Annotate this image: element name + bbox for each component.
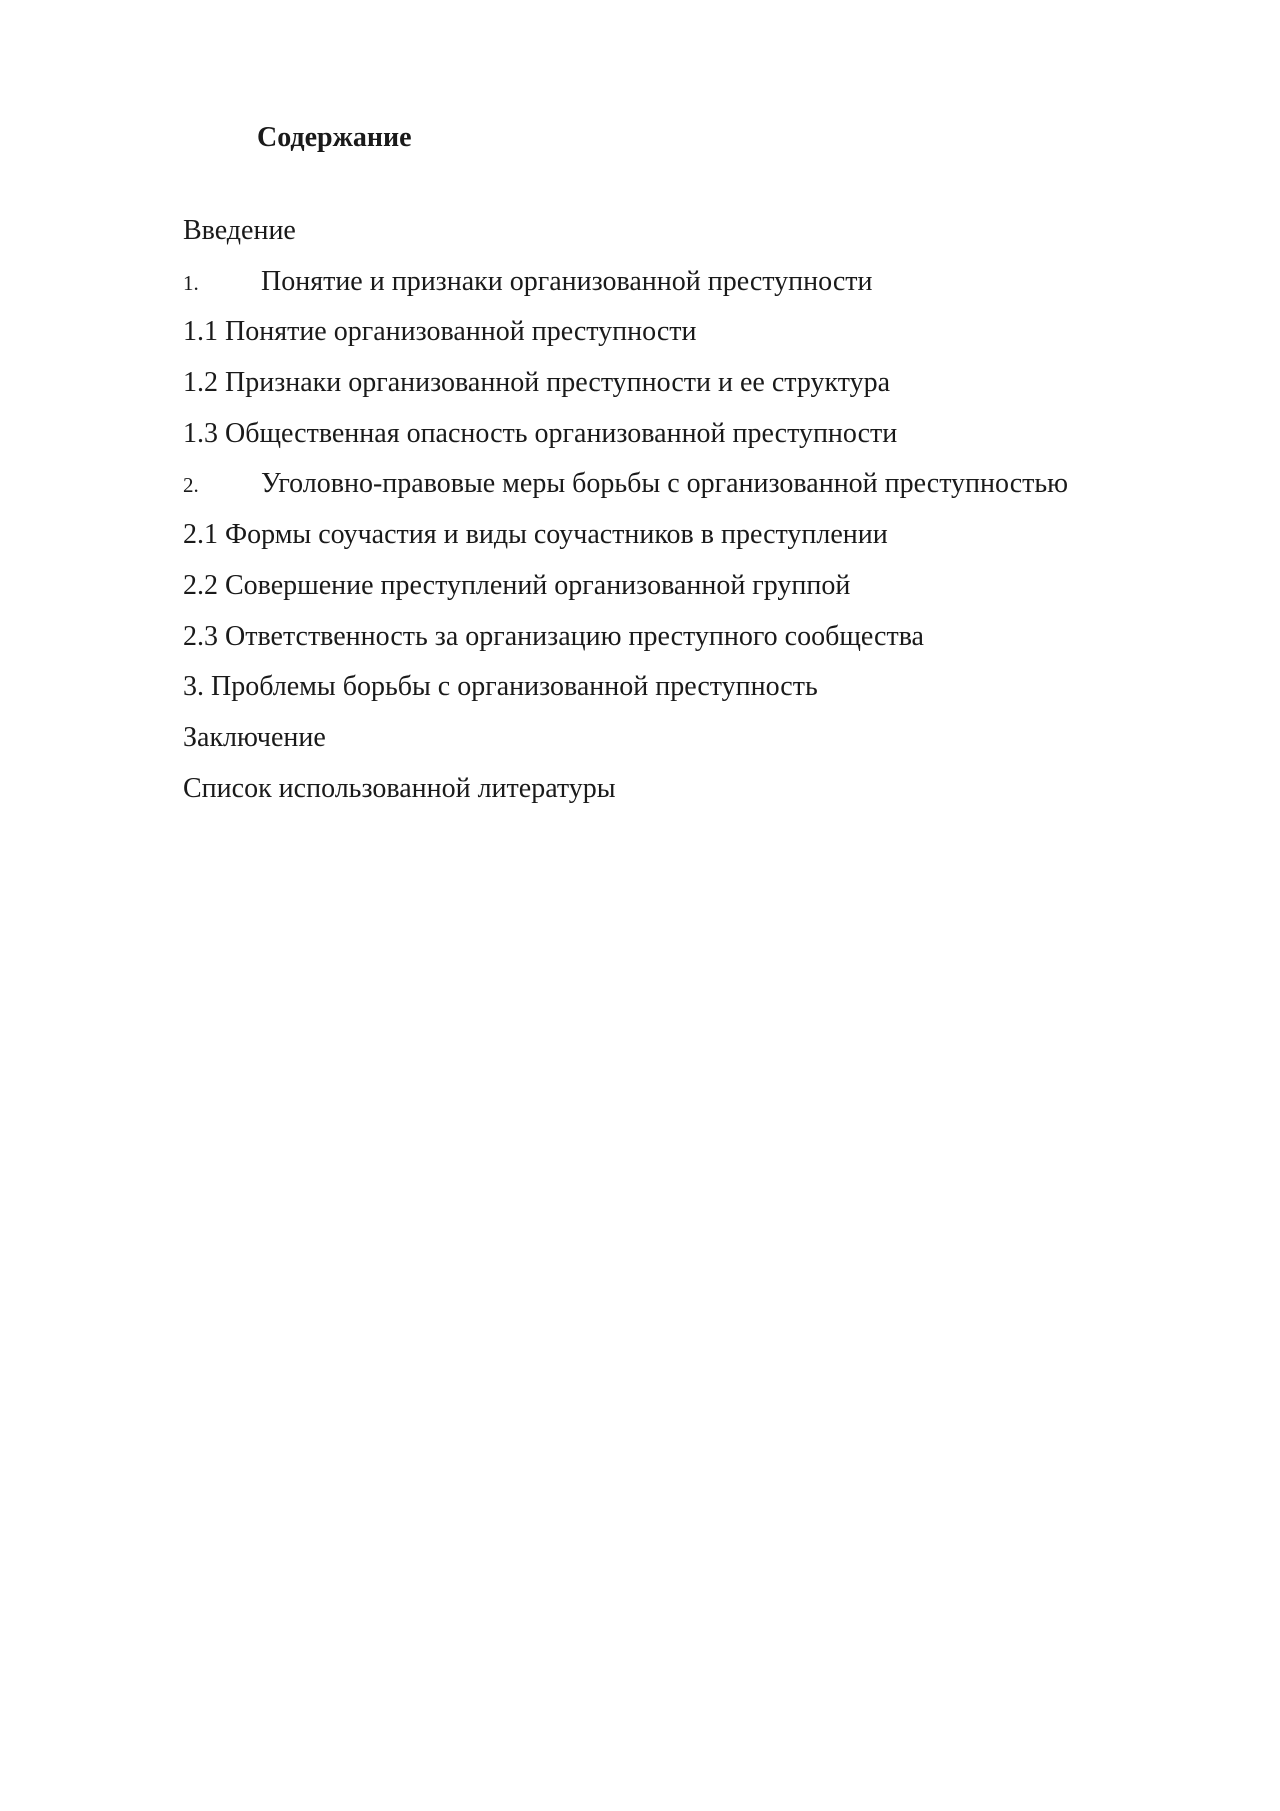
toc-item-conclusion	[183, 717, 1183, 768]
toc-item-text: 1.2 Признаки организованной преступности и ее структура	[183, 367, 890, 399]
toc-item-text: 2.1 Формы соучастия и виды соучастников в преступлении	[183, 519, 888, 551]
toc-item-text: 1.3 Общественная опасность организованной преступности	[183, 417, 898, 449]
toc-item-text: Уголовно-правовые меры борьбы с организованной преступностью	[261, 468, 1069, 500]
toc-item-text: Введение	[183, 215, 296, 246]
toc-item-section-2-1	[183, 514, 1183, 565]
toc-item-text: Понятие и признаки организованной преступности	[261, 265, 873, 297]
toc-item-chapter-3	[183, 666, 1183, 717]
toc-item-section-1-1	[183, 311, 1183, 362]
toc-item-chapter-1	[183, 261, 1183, 312]
table-of-contents	[183, 210, 1183, 818]
toc-item-text: Заключение	[183, 721, 326, 753]
toc-item-chapter-2	[183, 463, 1183, 514]
toc-item-references	[183, 768, 1183, 819]
page-title: Содержание	[257, 122, 412, 153]
toc-item-text: 2.3 Ответственность за организацию преступного сообщества	[183, 620, 924, 652]
toc-item-text: Список использованной литературы	[183, 772, 616, 804]
toc-item-text: 3. Проблемы борьбы с организованной преступность	[183, 671, 818, 703]
toc-item-text: 2.2 Совершение преступлений организованной группой	[183, 569, 851, 601]
toc-item-section-1-2	[183, 362, 1183, 413]
toc-item-number: 2.	[183, 473, 199, 498]
toc-item-text: 1.1 Понятие организованной преступности	[183, 316, 697, 348]
toc-item-section-1-3	[183, 413, 1183, 464]
toc-item-section-2-2	[183, 565, 1183, 616]
toc-item-section-2-3	[183, 616, 1183, 667]
toc-item-number: 1.	[183, 270, 199, 295]
toc-item-introduction	[183, 210, 1183, 261]
